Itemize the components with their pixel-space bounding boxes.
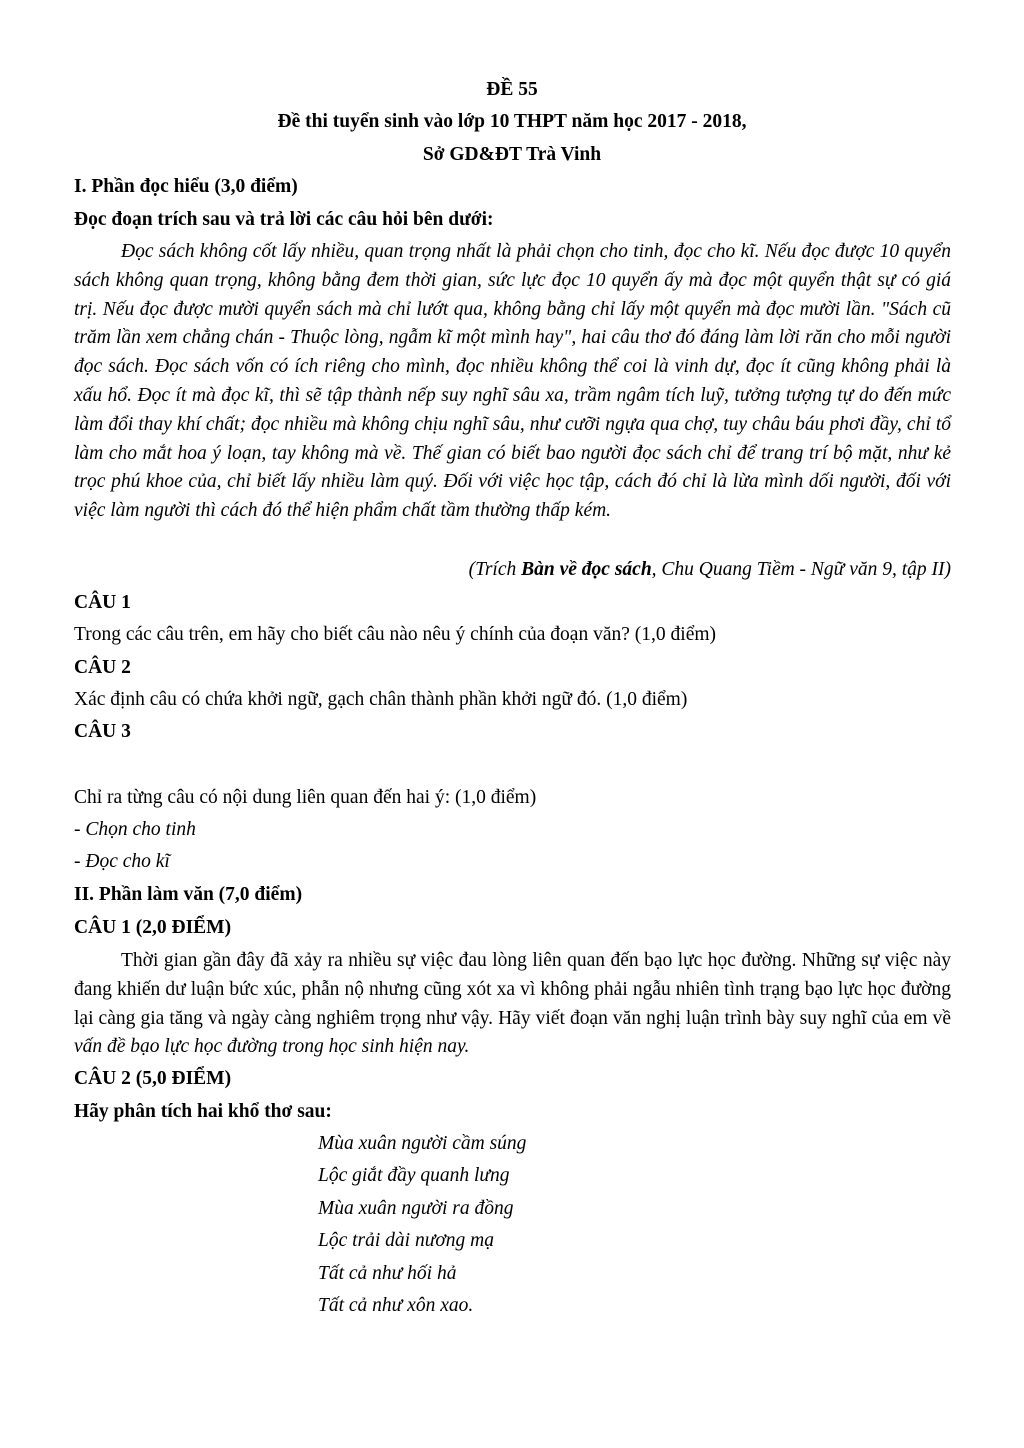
reading-passage — [74, 238, 951, 526]
poem-line: Tất cả như xôn xao. — [318, 1295, 474, 1316]
poem-line: Lộc giắt đầy quanh lưng — [318, 1165, 510, 1186]
part2-heading: II. Phần làm văn (7,0 điểm) — [74, 884, 303, 905]
part1-q3-item-1: - Chọn cho tinh — [74, 819, 196, 840]
part1-instruction: Đọc đoạn trích sau và trả lời các câu hỏi bên dưới: — [74, 209, 494, 230]
part2-q1-paragraph — [74, 947, 951, 1062]
source-prefix: (Trích — [468, 559, 522, 580]
poem-line: Tất cả như hối hả — [318, 1263, 457, 1284]
poem-line: Mùa xuân người ra đồng — [318, 1198, 514, 1219]
part1-q3-item-2: - Đọc cho kĩ — [74, 851, 170, 872]
part1-q2-label: CÂU 2 — [74, 657, 131, 678]
part2-q1-label: CÂU 1 (2,0 ĐIỂM) — [74, 917, 232, 938]
source-suffix: , Chu Quang Tiềm - Ngữ văn 9, tập II) — [651, 559, 951, 580]
part2-q2-label: CÂU 2 (5,0 ĐIỂM) — [74, 1068, 232, 1089]
part1-q3-text: Chỉ ra từng câu có nội dung liên quan đến hai ý: (1,0 điểm) — [74, 787, 537, 808]
poem-line: Lộc trải dài nương mạ — [318, 1230, 494, 1251]
part2-q1-body — [74, 947, 951, 1062]
part2-q1-text: Thời gian gần đây đã xảy ra nhiều sự việc đau lòng liên quan đến bạo lực học đường. Những sự việc này đang khiến dư luận bức xúc, phẫn nộ nhưng cũng xót xa vì không phải ngẫu nhiên tình trạng bạo lực học đường lại càng gia tăng và ngày càng nghiêm trọng như vậy. Hãy viết đoạn văn nghị luận trình bày suy nghĩ của em về — [74, 950, 951, 1029]
part2-q2-text: Hãy phân tích hai khổ thơ sau: — [74, 1101, 332, 1122]
part1-heading: I. Phần đọc hiểu (3,0 điểm) — [74, 176, 298, 197]
part1-q1-text: Trong các câu trên, em hãy cho biết câu nào nêu ý chính của đoạn văn? (1,0 điểm) — [74, 624, 717, 645]
exam-title: Đề thi tuyển sinh vào lớp 10 THPT năm học 2017 - 2018, — [277, 111, 747, 132]
exam-code: ĐỀ 55 — [486, 79, 538, 100]
passage-source — [74, 559, 951, 581]
part1-q3-label: CÂU 3 — [74, 721, 131, 742]
reading-passage-text: Đọc sách không cốt lấy nhiều, quan trọng nhất là phải chọn cho tinh, đọc cho kĩ. Nếu đọc được 10 quyển sách không quan trọng, không bằng đem thời gian, sức lực đọc 10 quyển ấy mà đọc một quyển thật sự có giá trị. Nếu đọc được mười quyển sách mà chỉ lướt qua, không bằng chỉ lấy một quyển mà đọc mười lần. "Sách cũ trăm lần xem chẳng chán - Thuộc lòng, ngẫm kĩ một mình hay", hai câu thơ đó đáng làm lời răn cho mỗi người đọc sách. Đọc sách vốn có ích riêng cho mình, đọc nhiều không thể coi là vinh dự, đọc ít cũng không phải là xấu hổ. Đọc ít mà đọc kĩ, thì sẽ tập thành nếp suy nghĩ sâu xa, trầm ngâm tích luỹ, tưởng tượng tự do đến mức làm đổi thay khí chất; đọc nhiều mà không chịu nghĩ sâu, như cưỡi ngựa qua chợ, tuy châu báu phơi đầy, chỉ tổ làm cho mắt hoa ý loạn, tay không mà về. Thế gian có biết bao người đọc sách chỉ để trang trí bộ mặt, như kẻ trọc phú khoe của, chỉ biết lấy nhiều làm quý. Đối với việc học tập, cách đó chỉ là lừa mình dối người, đối với việc làm người thì cách đó thể hiện phẩm chất tầm thường thấp kém. — [74, 241, 951, 522]
source-title: Bàn về đọc sách — [521, 559, 652, 580]
part1-q2-text: Xác định câu có chứa khởi ngữ, gạch chân thành phần khởi ngữ đó. (1,0 điểm) — [74, 689, 688, 710]
part2-q1-emphasis: vấn đề bạo lực học đường trong học sinh hiện nay. — [74, 1036, 470, 1058]
part1-q1-label: CÂU 1 — [74, 592, 131, 613]
poem-line: Mùa xuân người cầm súng — [318, 1133, 527, 1154]
exam-department: Sở GD&ĐT Trà Vinh — [422, 144, 602, 165]
